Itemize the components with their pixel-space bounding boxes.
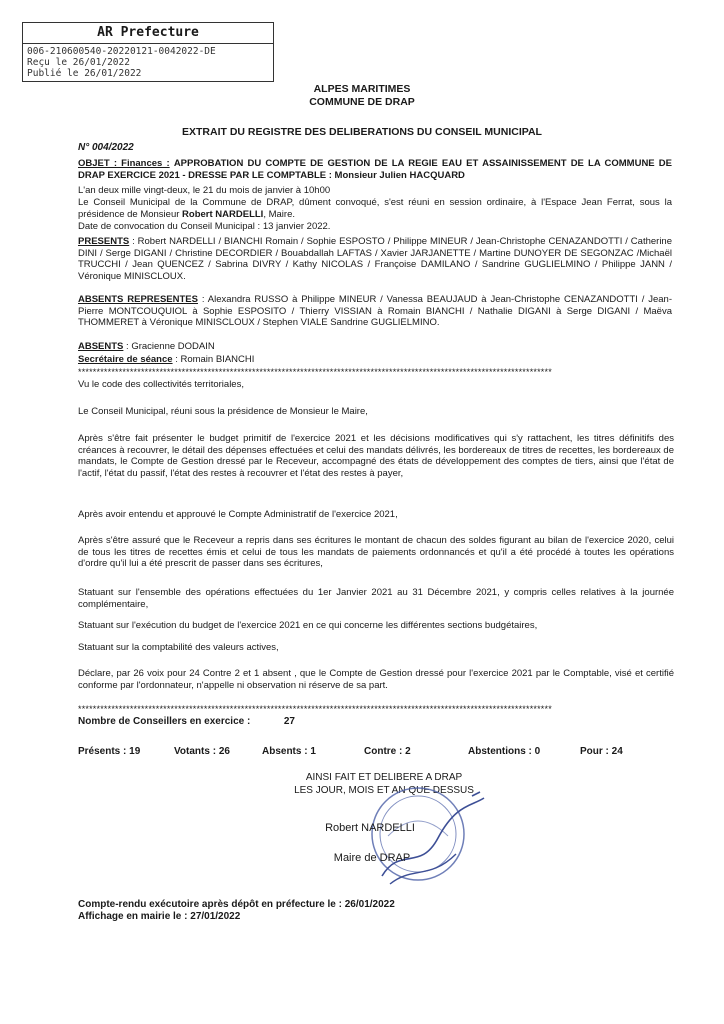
presents-label: PRESENTS: [78, 236, 130, 247]
tally-presents: Présents : 19: [78, 746, 141, 757]
secretaire-section: [78, 354, 672, 366]
absents-representes-list: : Alexandra RUSSO à Philippe MINEUR / Vanessa BEAUJAUD à Jean-Christophe CENAZANDOTTI / Jean-Pierre MONTCOUQUIOL à Sophie ESPOSITO / Thierry VISSIAN à Romain BIANCHI / Nathalie DIGANI à Serge DIGANI / Maëva THOMMERET à Véronique MINISCLOUX / Stephen VIALE Sandrine GUGLIELMINO.: [78, 294, 672, 328]
absents-section: [78, 341, 672, 353]
intro-session: [78, 197, 672, 220]
stamp-body: [22, 43, 274, 82]
para-declare: Déclare, par 26 voix pour 24 Contre 2 et 1 absent , que le Compte de Gestion dressé pour l'exercice 2021 par le Comptable, visé et certifié conforme par l'ordonnateur, n'appelle ni observation ni réserve de sa part.: [78, 668, 674, 691]
para-execution: Statuant sur l'exécution du budget de l'exercice 2021 en ce qui concerne les différentes sections budgétaires,: [78, 620, 538, 631]
para-code: Vu le code des collectivités territoriales,: [78, 379, 244, 390]
document-title: EXTRAIT DU REGISTRE DES DELIBERATIONS DU CONSEIL MUNICIPAL: [182, 126, 542, 138]
official-seal-icon: [360, 776, 500, 896]
secretaire-name: : Romain BIANCHI: [175, 354, 255, 365]
conseillers-value: 27: [283, 716, 295, 727]
stamp-line-recu: Reçu le 26/01/2022: [27, 57, 130, 68]
presents-section: [78, 236, 672, 282]
secretaire-label: Secrétaire de séance: [78, 354, 173, 365]
separator-bottom: ********************************************************************************************************************************: [78, 705, 552, 713]
separator-top: ********************************************************************************************************************************: [78, 368, 552, 376]
tally-votants: Votants : 26: [174, 746, 230, 757]
tally-pour: Pour : 24: [580, 746, 623, 757]
intro-mayor-title: , Maire.: [263, 208, 296, 220]
stamp-title: AR Prefecture: [22, 22, 274, 43]
stamp-line-publie: Publié le 26/01/2022: [27, 68, 142, 79]
tally-absents: Absents : 1: [262, 746, 316, 757]
para-budget: Après s'être fait présenter le budget primitif de l'exercice 2021 et les décisions modificatives qui s'y rattachent, les titres définitifs des créances à recouvrer, le détail des dépenses effectuées et celui des mandats délivrés, les bordereaux de titres de recettes, les bordereaux de mandats, le Compte de Gestion dressé par le Receveur, accompagné des états de développement des comptes de tiers, ainsi que l'état de l'actif, l'état du passif, l'état des restes à recouvrer et l'état des restes à payer,: [78, 433, 674, 479]
absents-representes-section: [78, 294, 672, 329]
para-compte-administratif: Après avoir entendu et approuvé le Compte Administratif de l'exercice 2021,: [78, 509, 398, 520]
footer-affichage: Affichage en mairie le : 27/01/2022: [78, 911, 241, 922]
closing-line-1: AINSI FAIT ET DELIBERE A DRAP: [305, 772, 463, 783]
presents-list: : Robert NARDELLI / BIANCHI Romain / Sophie ESPOSTO / Philippe MINEUR / Jean-Christophe CENAZANDOTTI / Catherine DINI / Serge DIGANI / Christine DECORDIER / Bouabdallah LAFTAS / Xavier JARJANETTE / Martine DUNOYER DE SEGONZAC /Michaël TRUCCHI / Jean QUENCEZ / Sabrina DIVRY / Kathy NICOLAS / Françoise DAMILANO / Sandrine GUGLIELMINO / Philippe JANN / Véronique MINISCLOUX.: [78, 236, 672, 282]
absents-label: ABSENTS: [78, 341, 124, 352]
signatory-name: Robert NARDELLI: [325, 822, 415, 834]
signatory-role: Maire de DRAP: [333, 852, 411, 864]
header-department: ALPES MARITIMES: [313, 83, 411, 95]
intro-date: L'an deux mille vingt-deux, le 21 du mois de janvier à 10h00: [78, 185, 331, 196]
intro-mayor: Robert NARDELLI: [182, 208, 264, 220]
objet-text: APPROBATION DU COMPTE DE GESTION DE LA REGIE EAU ET ASSAINISSEMENT DE LA COMMUNE DE DRAP EXERCICE 2021 - DRESSE PAR LE COMPTABLE : Monsieur Julien HACQUARD: [78, 158, 672, 181]
conseillers-count: [78, 716, 295, 727]
header-commune: COMMUNE DE DRAP: [309, 96, 415, 108]
tally-abstentions: Abstentions : 0: [468, 746, 541, 757]
stamp-line-id: 006-210600540-20220121-0042022-DE: [27, 46, 216, 57]
objet-section: [78, 158, 672, 181]
absents-list: : Gracienne DODAIN: [126, 341, 215, 352]
prefecture-stamp: [22, 22, 274, 82]
para-receveur: Après s'être assuré que le Receveur a repris dans ses écritures le montant de chacun des soldes figurant au bilan de l'exercice 2020, celui de tous les titres de recettes émis et celui de tous les mandats de paiements ordonnancés et qu'il a été procédé à toutes les opérations d'ordre qu'il lui a été prescrit de passer dans ses écritures,: [78, 535, 674, 569]
absents-representes-label: ABSENTS REPRESENTES: [78, 294, 198, 305]
intro-session-text: Le Conseil Municipal de la Commune de DRAP, dûment convoqué, s'est réuni en session ordinaire, à l'Espace Jean Ferrat, sous la présidence de Monsieur: [78, 197, 672, 220]
intro-convocation: Date de convocation du Conseil Municipal : 13 janvier 2022.: [78, 221, 331, 232]
para-conseil: Le Conseil Municipal, réuni sous la présidence de Monsieur le Maire,: [78, 406, 368, 417]
footer-executoire: Compte-rendu exécutoire après dépôt en préfecture le : 26/01/2022: [78, 899, 395, 910]
tally-contre: Contre : 2: [364, 746, 411, 757]
deliberation-number: N° 004/2022: [78, 142, 134, 153]
closing-line-2: LES JOUR, MOIS ET AN QUE DESSUS: [294, 785, 474, 796]
para-comptabilite: Statuant sur la comptabilité des valeurs actives,: [78, 642, 279, 653]
para-operations: Statuant sur l'ensemble des opérations effectuées du 1er Janvier 2021 au 31 Décembre 2021, y compris celles relatives à la journée complémentaire,: [78, 587, 674, 610]
objet-label: OBJET : Finances :: [78, 158, 170, 169]
conseillers-label: Nombre de Conseillers en exercice :: [78, 716, 251, 727]
